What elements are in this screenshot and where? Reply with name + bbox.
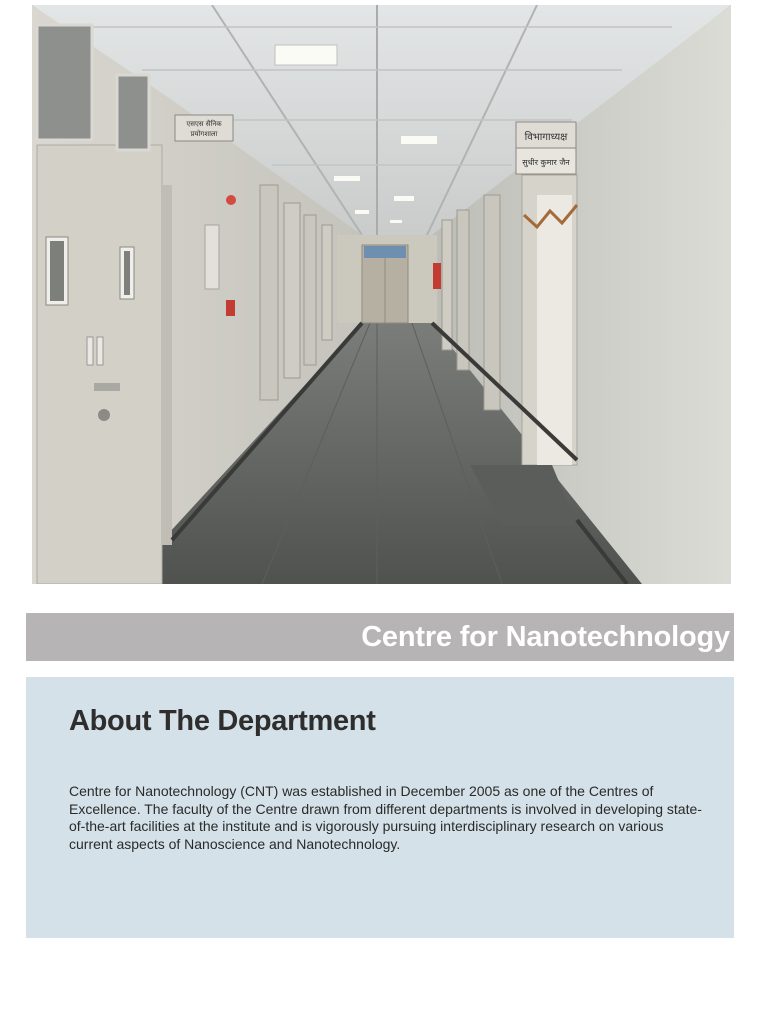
title-banner — [26, 613, 734, 661]
about-section — [26, 677, 734, 938]
svg-text:प्रयोगशाला: प्रयोगशाला — [190, 130, 218, 138]
svg-text:विभागाध्यक्ष: विभागाध्यक्ष — [524, 132, 568, 143]
sign-left — [175, 115, 233, 141]
corridor-illustration — [32, 5, 731, 584]
sign-right — [516, 122, 576, 174]
about-body-text: Centre for Nanotechnology (CNT) was established in December 2005 as one of the Centres of Excellence. The faculty of the Centre drawn from different departments is involved in developing state-of-the-art facilities at the institute and is vigorously pursuing interdisciplinary research on various current aspects of Nanoscience and Nanotechnology. — [69, 783, 702, 852]
corridor-photo — [32, 5, 731, 584]
svg-text:सुधीर कुमार जैन: सुधीर कुमार जैन — [522, 158, 570, 167]
banner-title: Centre for Nanotechnology — [361, 621, 730, 653]
about-heading: About The Department — [69, 705, 376, 737]
svg-text:एसएस सैनिक: एसएस सैनिक — [186, 120, 222, 128]
